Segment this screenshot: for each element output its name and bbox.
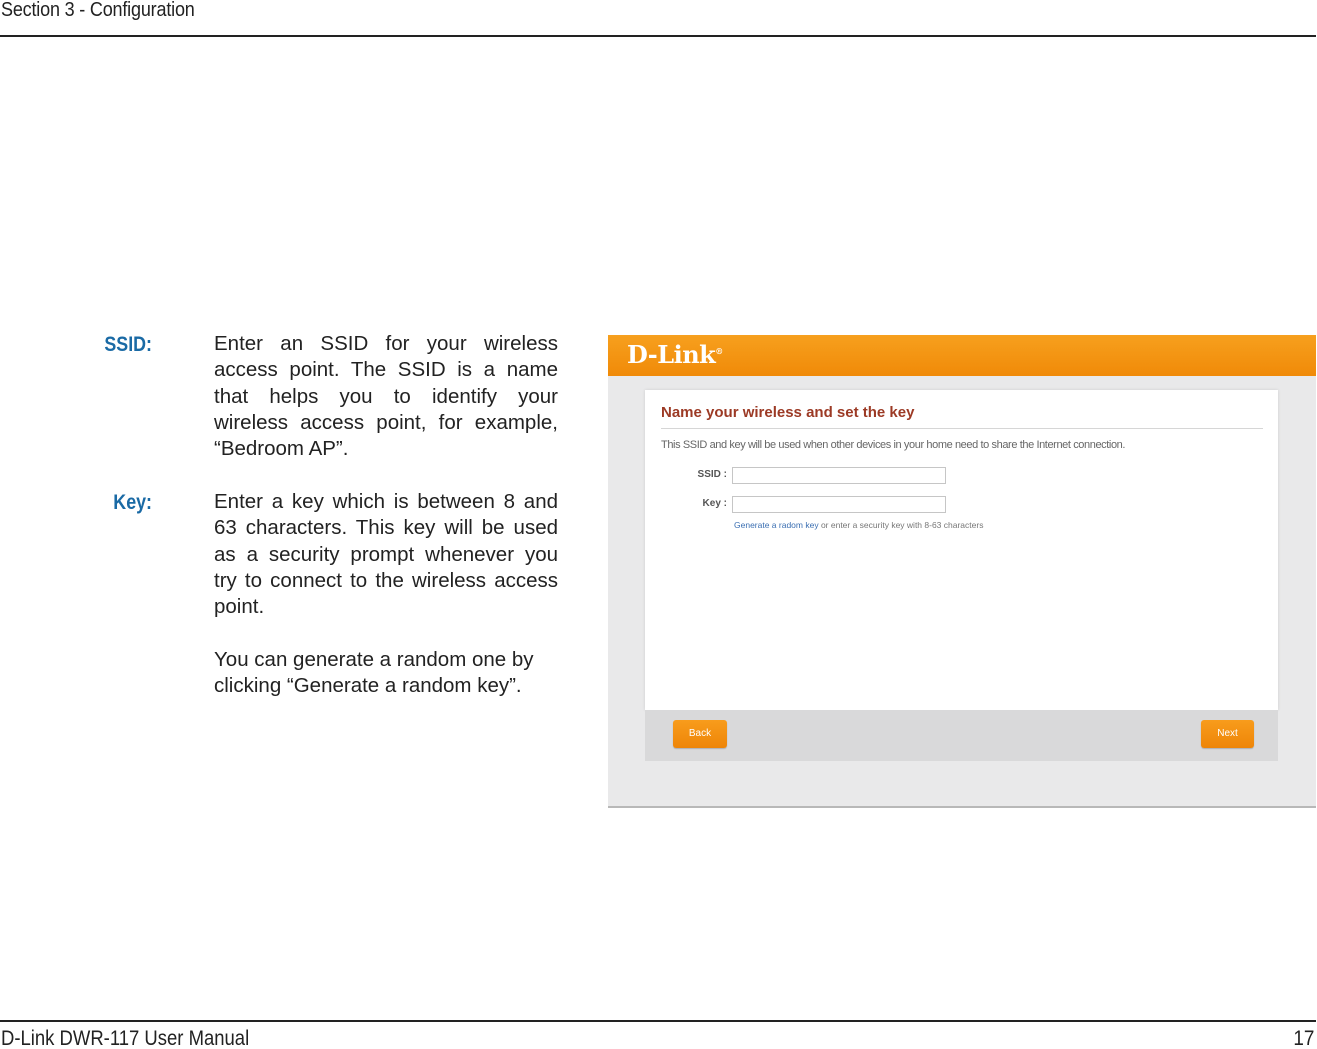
ssid-description: Enter an SSID for your wireless access point. The SSID is a name that helps you to identify your wireless access point, for example, “Bedroom AP”.: [214, 332, 558, 461]
key-term: Key:: [113, 491, 152, 514]
key-description: Enter a key which is between 8 and 63 characters. This key will be used as a security prompt whenever you try to connect to the wireless access point.: [214, 490, 558, 619]
generate-key-hint: or enter a security key with 8-63 characters: [818, 520, 984, 530]
key-input[interactable]: [732, 496, 946, 513]
logo-text: D-Link: [627, 340, 716, 369]
wizard-screenshot: [608, 335, 1316, 808]
generate-key-row: [734, 520, 983, 530]
ssid-label: SSID :: [697, 469, 727, 480]
next-button[interactable]: Next: [1201, 720, 1254, 748]
ssid-term: SSID:: [104, 333, 152, 356]
key-label: Key :: [702, 498, 727, 509]
wizard-panel: [645, 390, 1278, 710]
heading-divider: [661, 428, 1263, 429]
page-number: 17: [1292, 1027, 1314, 1049]
manual-title: D-Link DWR-117 User Manual: [1, 1027, 250, 1049]
ssid-input[interactable]: [732, 467, 946, 484]
dlink-logo: D-Link®: [627, 340, 723, 369]
page-header: [0, 0, 1316, 37]
generate-description: You can generate a random one by clicking “Generate a random key”.: [214, 648, 534, 698]
dlink-top-bar: [608, 335, 1316, 376]
back-button[interactable]: Back: [673, 720, 727, 748]
generate-random-key-link[interactable]: Generate a radom key: [734, 520, 819, 530]
section-title: Section 3 - Configuration: [1, 0, 195, 21]
page-footer: [0, 1020, 1316, 1049]
wizard-footer: [645, 710, 1278, 761]
wizard-intro: This SSID and key will be used when other devices in your home need to share the Internet connection.: [661, 439, 1126, 451]
wizard-heading: Name your wireless and set the key: [661, 404, 915, 421]
